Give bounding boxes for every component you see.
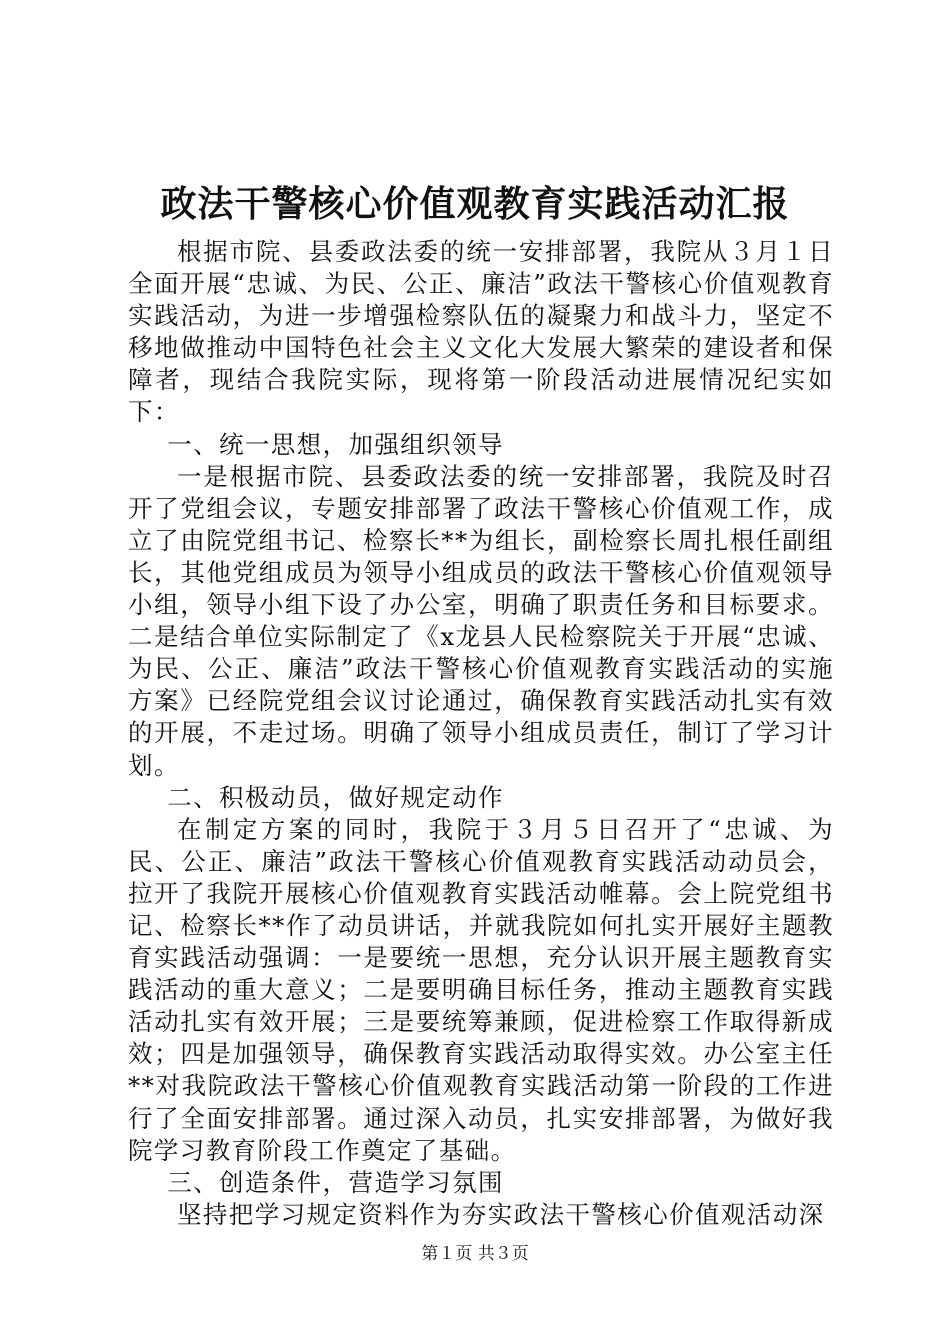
document-body [128, 236, 834, 1231]
section-3-paragraph: 坚持把学习规定资料作为夯实政法干警核心价值观活动深 [177, 1199, 825, 1229]
section-heading-2: 二、积极动员，做好规定动作 [167, 782, 504, 812]
section-1-paragraph: 一是根据市院、县委政法委的统一安排部署，我院及时召开了党组会议，专题安排部署了政法干警核心价值观工作，成立了由院党组书记、检察长**为组长，副检察长周扎根任副组长，其他党组成员为领导小组成员的政法干警核心价值观领导小组，领导小组下设了办公室，明确了职责任务和目标要求。二是结合单位实际制定了《x龙县人民检察院关于开展“忠诚、为民、公正、廉洁”政法干警核心价值观教育实践活动的实施方案》已经院党组会议讨论通过，确保教育实践活动扎实有效的开展，不走过场。明确了领导小组成员责任，制订了学习计划。 [128, 461, 834, 780]
page-number-footer: 第１页 共３页 [421, 1244, 529, 1264]
section-heading-1: 一、统一思想，加强组织领导 [167, 429, 504, 459]
document-title: 政法干警核心价值观教育实践活动汇报 [160, 183, 790, 225]
intro-paragraph: 根据市院、县委政法委的统一安排部署，我院从３月１日全面开展“忠诚、为民、公正、廉洁”政法干警核心价值观教育实践活动，为进一步增强检察队伍的凝聚力和战斗力，坚定不移地做推动中国特色社会主义文化大发展大繁荣的建设者和保障者，现结合我院实际，现将第一阶段活动进展情况纪实如下： [128, 237, 834, 427]
section-heading-3: 三、创造条件，营造学习氛围 [167, 1167, 504, 1197]
section-2-paragraph: 在制定方案的同时，我院于３月５日召开了“忠诚、为民、公正、廉洁”政法干警核心价值观教育实践活动动员会，拉开了我院开展核心价值观教育实践活动帷幕。会上院党组书记、检察长**作了动员讲话，并就我院如何扎实开展好主题教育实践活动强调：一是要统一思想，充分认识开展主题教育实践活动的重大意义；二是要明确目标任务，推动主题教育实践活动扎实有效开展；三是要统筹兼顾，促进检察工作取得新成效；四是加强领导，确保教育实践活动取得实效。办公室主任**对我院政法干警核心价值观教育实践活动第一阶段的工作进行了全面安排部署。通过深入动员，扎实安排部署，为做好我院学习教育阶段工作奠定了基础。 [128, 814, 834, 1165]
